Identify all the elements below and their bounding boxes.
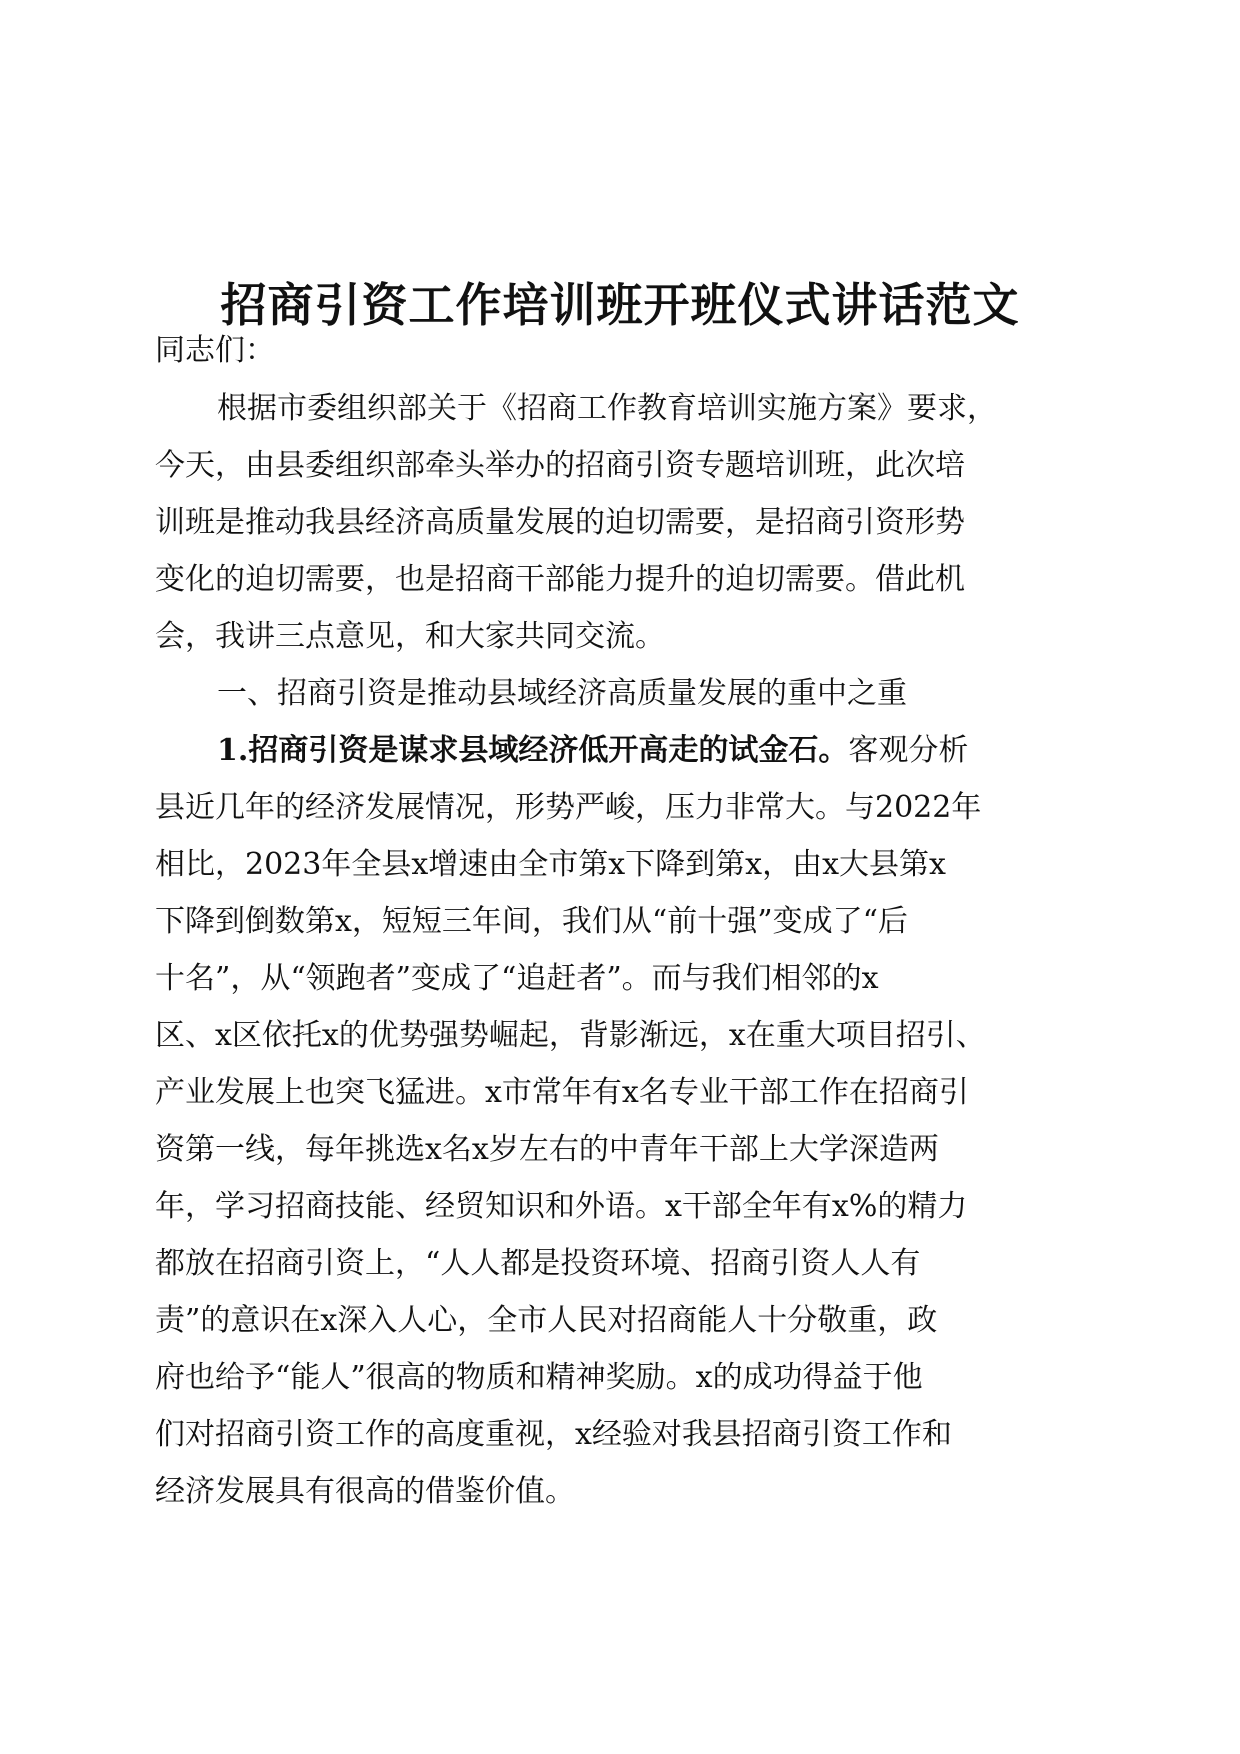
paragraph-1-line-4: 变化的迫切需要，也是招商干部能力提升的迫切需要。借此机 [155, 562, 965, 597]
paragraph-1-line-3: 训班是推动我县经济高质量发展的迫切需要，是招商引资形势 [155, 505, 965, 540]
paragraph-2-line-5: 区、x区依托x的优势强势崛起，背影渐远，x在重大项目招引、 [155, 1018, 986, 1053]
paragraph-1-line-1: 根据市委组织部关于《招商工作教育培训实施方案》要求， [217, 391, 997, 426]
paragraph-2-line-12: 们对招商引资工作的高度重视，x经验对我县招商引资工作和 [155, 1417, 952, 1452]
paragraph-2-line-6: 产业发展上也突飞猛进。x市常年有x名专业干部工作在招商引 [155, 1075, 969, 1110]
paragraph-2-line-11: 府也给予“能人”很高的物质和精神奖励。x的成功得益于他 [155, 1360, 923, 1395]
paragraph-2-line-7: 资第一线，每年挑选x名x岁左右的中青年干部上大学深造两 [155, 1132, 939, 1167]
subheading-rest: 客观分析 [848, 733, 969, 768]
paragraph-2-line-2: 相比，2023年全县x增速由全市第x下降到第x，由x大县第x [155, 847, 946, 882]
paragraph-2-line-10: 责”的意识在x深入人心，全市人民对招商能人十分敬重，政 [155, 1303, 938, 1338]
section-heading: 一、招商引资是推动县域经济高质量发展的重中之重 [217, 676, 907, 711]
salutation: 同志们： [155, 333, 275, 368]
paragraph-2-line-13: 经济发展具有很高的借鉴价值。 [155, 1474, 575, 1509]
paragraph-2-line-3: 下降到倒数第x，短短三年间，我们从“前十强”变成了“后 [155, 904, 908, 939]
paragraph-1-line-5: 会，我讲三点意见，和大家共同交流。 [155, 619, 665, 654]
paragraph-2-line-8: 年，学习招商技能、经贸知识和外语。x干部全年有x%的精力 [155, 1189, 968, 1224]
subheading-bold: 1.招商引资是谋求县域经济低开高走的试金石。 [217, 733, 849, 768]
paragraph-2-line-4: 十名”，从“领跑者”变成了“追赶者”。而与我们相邻的x [155, 961, 879, 996]
paragraph-2-line-1: 县近几年的经济发展情况，形势严峻，压力非常大。与2022年 [155, 790, 982, 825]
paragraph-1-line-2: 今天，由县委组织部牵头举办的招商引资专题培训班，此次培 [155, 448, 965, 483]
document-title: 招商引资工作培训班开班仪式讲话范文 [220, 278, 1020, 332]
paragraph-2-line-9: 都放在招商引资上，“人人都是投资环境、招商引资人人有 [155, 1246, 921, 1281]
subheading-line [217, 730, 968, 772]
